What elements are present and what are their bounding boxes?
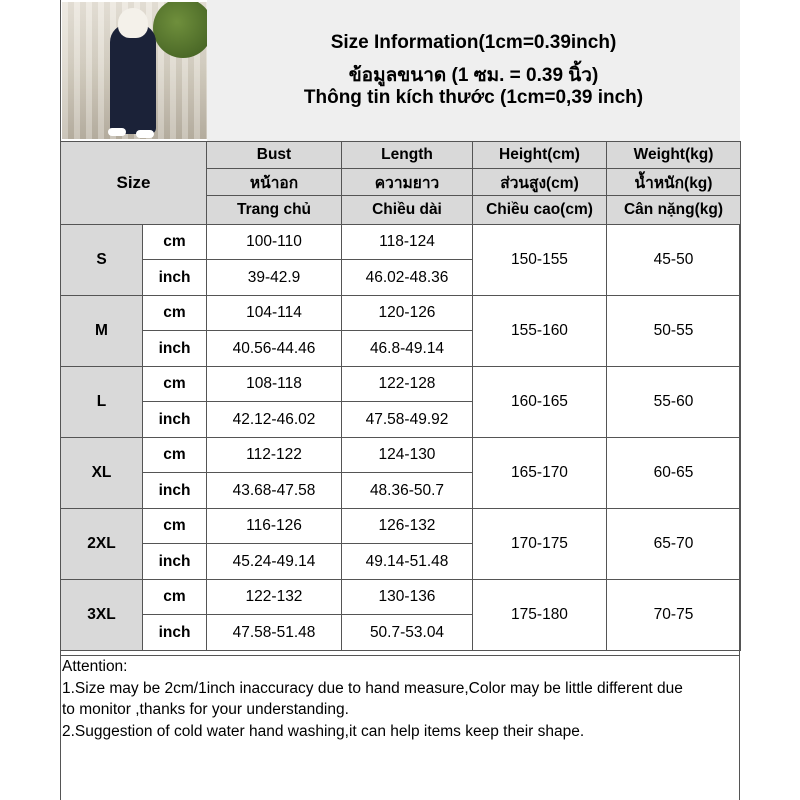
col-bust-en: Bust xyxy=(207,142,342,169)
photo-hijab xyxy=(118,8,148,38)
size-label: 3XL xyxy=(61,580,143,651)
weight-range: 70-75 xyxy=(607,580,741,651)
col-length-vi: Chiều dài xyxy=(342,196,473,225)
bust-cm: 122-132 xyxy=(207,580,342,615)
size-label: S xyxy=(61,225,143,296)
table-row xyxy=(61,509,741,544)
table-row xyxy=(61,580,741,615)
length-cm: 122-128 xyxy=(342,367,473,402)
col-bust-th: หน้าอก xyxy=(207,169,342,196)
col-bust-vi: Trang chủ xyxy=(207,196,342,225)
size-label: M xyxy=(61,296,143,367)
unit-inch: inch xyxy=(143,615,207,651)
product-photo xyxy=(62,2,207,139)
unit-cm: cm xyxy=(143,296,207,331)
title-en: Size Information(1cm=0.39inch) xyxy=(330,32,617,53)
length-inch: 50.7-53.04 xyxy=(342,615,473,651)
unit-cm: cm xyxy=(143,580,207,615)
height-range: 160-165 xyxy=(473,367,607,438)
table-row xyxy=(61,296,741,331)
length-cm: 126-132 xyxy=(342,509,473,544)
unit-cm: cm xyxy=(143,438,207,473)
unit-inch: inch xyxy=(143,473,207,509)
size-label: XL xyxy=(61,438,143,509)
unit-inch: inch xyxy=(143,331,207,367)
length-cm: 130-136 xyxy=(342,580,473,615)
height-range: 165-170 xyxy=(473,438,607,509)
notes-heading: Attention: xyxy=(62,658,128,675)
unit-inch: inch xyxy=(143,544,207,580)
photo-shoe-right xyxy=(136,130,154,138)
bust-cm: 104-114 xyxy=(207,296,342,331)
height-range: 150-155 xyxy=(473,225,607,296)
col-height-th: ส่วนสูง(cm) xyxy=(473,169,607,196)
length-inch: 46.8-49.14 xyxy=(342,331,473,367)
weight-range: 45-50 xyxy=(607,225,741,296)
notes-line2: 2.Suggestion of cold water hand washing,it can help items keep their shape. xyxy=(62,722,585,740)
col-length-th: ความยาว xyxy=(342,169,473,196)
unit-cm: cm xyxy=(143,367,207,402)
bust-cm: 112-122 xyxy=(207,438,342,473)
unit-cm: cm xyxy=(143,509,207,544)
height-range: 155-160 xyxy=(473,296,607,367)
col-length-en: Length xyxy=(342,142,473,169)
notes-line1b: to monitor ,thanks for your understanding. xyxy=(62,701,349,718)
length-cm: 120-126 xyxy=(342,296,473,331)
length-cm: 118-124 xyxy=(342,225,473,260)
length-inch: 46.02-48.36 xyxy=(342,260,473,296)
bust-inch: 39-42.9 xyxy=(207,260,342,296)
bust-inch: 45.24-49.14 xyxy=(207,544,342,580)
table-row xyxy=(61,367,741,402)
col-height-en: Height(cm) xyxy=(473,142,607,169)
length-inch: 47.58-49.92 xyxy=(342,402,473,438)
weight-range: 60-65 xyxy=(607,438,741,509)
size-label: 2XL xyxy=(61,509,143,580)
bust-inch: 40.56-44.46 xyxy=(207,331,342,367)
height-range: 175-180 xyxy=(473,580,607,651)
table-row xyxy=(61,438,741,473)
col-weight-vi: Cân nặng(kg) xyxy=(607,196,741,225)
length-inch: 48.36-50.7 xyxy=(342,473,473,509)
photo-shoe-left xyxy=(108,128,126,136)
title-th: ข้อมูลขนาด (1 ซม. = 0.39 นิ้ว) xyxy=(348,65,599,86)
size-label: L xyxy=(61,367,143,438)
unit-cm: cm xyxy=(143,225,207,260)
size-header: Size xyxy=(61,142,207,225)
weight-range: 55-60 xyxy=(607,367,741,438)
table-row xyxy=(61,225,741,260)
bust-inch: 43.68-47.58 xyxy=(207,473,342,509)
header xyxy=(60,0,740,141)
weight-range: 50-55 xyxy=(607,296,741,367)
size-table xyxy=(60,141,741,651)
height-range: 170-175 xyxy=(473,509,607,580)
bust-cm: 116-126 xyxy=(207,509,342,544)
length-cm: 124-130 xyxy=(342,438,473,473)
notes-line1a: 1.Size may be 2cm/1inch inaccuracy due to hand measure,Color may be little different due xyxy=(62,679,683,697)
notes xyxy=(60,655,740,800)
col-weight-en: Weight(kg) xyxy=(607,142,741,169)
bust-cm: 100-110 xyxy=(207,225,342,260)
col-height-vi: Chiều cao(cm) xyxy=(473,196,607,225)
unit-inch: inch xyxy=(143,260,207,296)
title-box xyxy=(207,0,740,141)
title-vi: Thông tin kích thước (1cm=0,39 inch) xyxy=(303,87,644,108)
bust-cm: 108-118 xyxy=(207,367,342,402)
col-weight-th: น้ำหนัก(kg) xyxy=(607,169,741,196)
weight-range: 65-70 xyxy=(607,509,741,580)
bust-inch: 47.58-51.48 xyxy=(207,615,342,651)
unit-inch: inch xyxy=(143,402,207,438)
bust-inch: 42.12-46.02 xyxy=(207,402,342,438)
length-inch: 49.14-51.48 xyxy=(342,544,473,580)
photo-dress xyxy=(110,24,156,134)
